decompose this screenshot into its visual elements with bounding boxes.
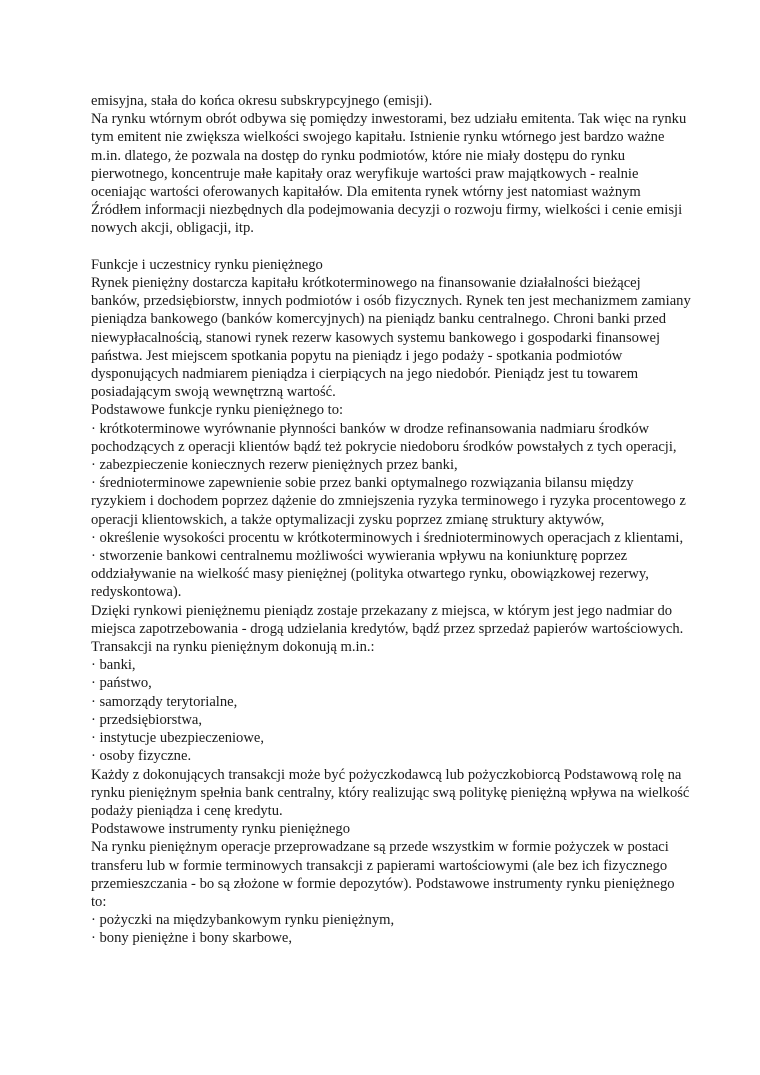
list-item: · państwo, [91, 675, 152, 692]
list-item: · osoby fizyczne. [91, 748, 192, 765]
list-item: · bony pieniężne i bony skarbowe, [91, 930, 293, 947]
list-item: · przedsiębiorstwa, [91, 711, 203, 728]
list-item: · pożyczki na międzybankowym rynku pieniężnym, [91, 912, 395, 929]
paragraph: emisyjna, stała do końca okresu subskrypcyjnego (emisji). [91, 93, 433, 109]
paragraph: Na rynku wtórnym obrót odbywa się pomiędzy inwestorami, bez udziału emitenta. Tak więc na rynku tym emitent nie zwiększa wielkości swojego kapitału. Istnienie rynku wtórnego jest bardzo ważne m.in. dlatego, że pozwala na dostęp do rynku podmiotów, które nie miały dostępu do rynku pierwotnego, koncentruje małe kapitały oraz weryfikuje wartości praw majątkowych - realnie oceniając wartości oferowanych kapitałów. Dla emitenta rynek wtórny jest natomiast ważnym Źródłem informacji niezbędnych dla podejmowania decyzji o rozwoju firmy, wielkości i cenie emisji nowych akcji, obligacji, itp. [91, 111, 687, 237]
paragraph: Każdy z dokonujących transakcji może być pożyczkodawcą lub pożyczkobiorcą Podstawową rolę na rynku pieniężnym spełnia bank centralny, który realizując swą politykę pieniężną wpływa na wielkość podaży pieniądza i cenę kredytu. [91, 766, 690, 819]
list-item: · zabezpieczenie koniecznych rezerw pieniężnych przez banki, [91, 457, 458, 474]
section-heading: Podstawowe instrumenty rynku pieniężnego [91, 821, 350, 838]
section-heading: Funkcje i uczestnicy rynku pieniężnego [91, 256, 323, 273]
document-page [91, 92, 691, 948]
list-item: · stworzenie bankowi centralnemu możliwości wywierania wpływu na koniunkturę poprzez oddziaływanie na wielkość masy pieniężnej (polityka otwartego rynku, obowiązkowej rezerwy, redyskontowa). [91, 548, 649, 601]
list-item: · określenie wysokości procentu w krótkoterminowych i średnioterminowych operacjach z klientami, [91, 529, 684, 546]
paragraph: Na rynku pieniężnym operacje przeprowadzane są przede wszystkim w formie pożyczek w postaci transferu lub w formie terminowych transakcji z papierami wartościowymi (ale bez ich fizycznego przemieszczania - bo są złożone w formie depozytów). Podstawowe instrumenty rynku pieniężnego to: [91, 839, 675, 910]
list-item: · banki, [91, 657, 136, 674]
paragraph: Podstawowe funkcje rynku pieniężnego to: [91, 402, 344, 419]
paragraph: Rynek pieniężny dostarcza kapitału krótkoterminowego na finansowanie działalności bieżącej banków, przedsiębiorstw, innych podmiotów i osób fizycznych. Rynek ten jest mechanizmem zamiany pieniądza bankowego (banków komercyjnych) na pieniądz banku centralnego. Chroni banki przed niewypłacalnością, stanowi rynek rezerw kasowych systemu bankowego i gospodarki finansowej państwa. Jest miejscem spotkania popytu na pieniądz i jego podaży - spotkania podmiotów dysponujących nadmiarem pieniądza i cierpiących na jego niedobór. Pieniądz jest tu towarem posiadającym swoją wewnętrzną wartość. [91, 275, 691, 401]
blank-line [91, 238, 691, 256]
list-item: · krótkoterminowe wyrównanie płynności banków w drodze refinansowania nadmiaru środków pochodzących z operacji klientów bądź też pokrycie niedoboru środków powstałych z tych operacji, [91, 420, 677, 455]
paragraph: Dzięki rynkowi pieniężnemu pieniądz zostaje przekazany z miejsca, w którym jest jego nadmiar do miejsca zapotrzebowania - drogą udzielania kredytów, bądź przez sprzedaż papierów wartościowych. Transakcji na rynku pieniężnym dokonują m.in.: [91, 602, 684, 656]
list-item: · samorządy terytorialne, [91, 693, 238, 710]
list-item: · instytucje ubezpieczeniowe, [91, 730, 265, 747]
list-item: · średnioterminowe zapewnienie sobie przez banki optymalnego rozwiązania bilansu między ryzykiem i dochodem poprzez dążenie do zmniejszenia ryzyka terminowego i ryzyka procentowego z operacji klientowskich, a także optymalizacji zysku poprzez zmianę struktury aktywów, [91, 475, 686, 528]
